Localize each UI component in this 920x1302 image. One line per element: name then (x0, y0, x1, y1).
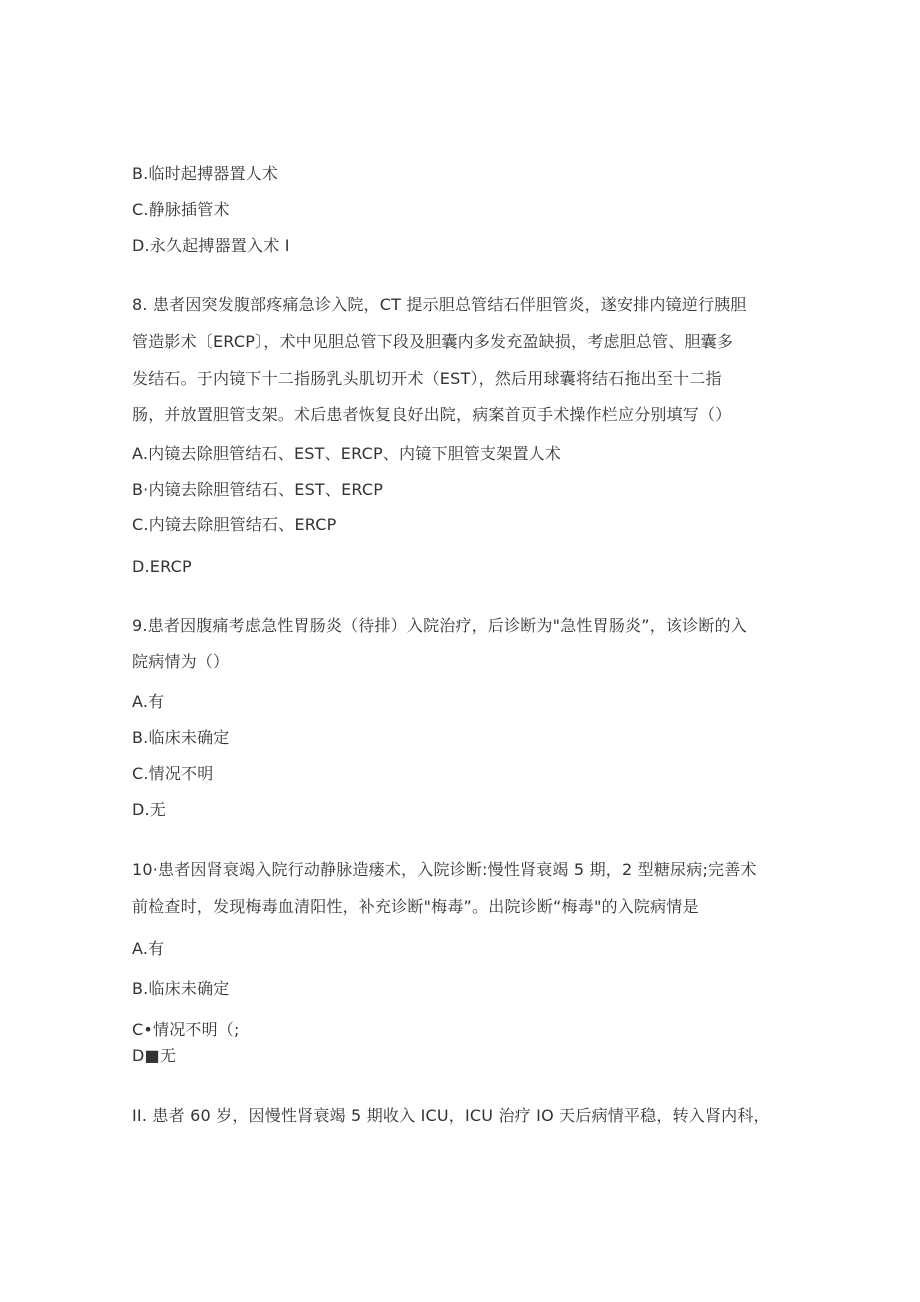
q9-text-line-2: 院病情为（） (132, 652, 230, 671)
q10-option-b: B.临床未确定 (132, 979, 230, 998)
q9-option-c: C.情况不明 (132, 764, 214, 783)
q7-option-b: B.临时起搏器置人术 (132, 164, 279, 183)
q11-text-line-1: II. 患者 60 岁，因慢性肾衰竭 5 期收入 ICU，ICU 治疗 IO 天后病情平稳，转入肾内科， (132, 1106, 770, 1125)
q7-option-d: D.永久起搏器置入术 I (132, 236, 290, 255)
q8-text-line-4: 肠，并放置胆管支架。术后患者恢复良好出院，病案首页手术操作栏应分别填写（） (132, 405, 732, 424)
q8-option-d: D.ERCP (132, 557, 192, 576)
q8-option-b: B·内镜去除胆管结石、EST、ERCP (132, 480, 384, 499)
q10-option-a: A.有 (132, 939, 165, 958)
q10-text-line-2: 前检查时，发现梅毒血清阳性，补充诊断"梅毒”。出院诊断“梅毒"的入院病情是 (132, 897, 699, 916)
q9-option-a: A.有 (132, 692, 165, 711)
q8-text-line-2: 管造影术〔ERCP〕，术中见胆总管下段及胆囊内多发充盈缺损，考虑胆总管、胆囊多 (132, 332, 734, 351)
q10-text-line-1: 10·患者因肾衰竭入院行动静脉造瘘术，入院诊断:慢性肾衰竭 5 期，2 型糖尿病;完善术 (132, 860, 757, 879)
q8-text-line-1: 8. 患者因突发腹部疼痛急诊入院，CT 提示胆总管结石伴胆管炎，遂安排内镜逆行胰胆 (132, 295, 747, 314)
q8-option-a: A.内镜去除胆管结石、EST、ERCP、内镜下胆管支架置人术 (132, 444, 562, 463)
q7-option-c: C.静脉插管术 (132, 200, 230, 219)
q10-option-d: D■无 (132, 1046, 177, 1065)
q9-option-d: D.无 (132, 800, 167, 819)
q9-option-b: B.临床未确定 (132, 728, 230, 747)
q9-text-line-1: 9.患者因腹痛考虑急性胃肠炎（待排）入院治疗，后诊断为"急性胃肠炎”，该诊断的入 (132, 616, 747, 635)
q10-option-c: C•情况不明（; (132, 1020, 240, 1039)
q8-text-line-3: 发结石。于内镜下十二指肠乳头肌切开术（EST），然后用球囊将结石拖出至十二指 (132, 369, 722, 388)
q8-option-c: C.内镜去除胆管结石、ERCP (132, 515, 337, 534)
